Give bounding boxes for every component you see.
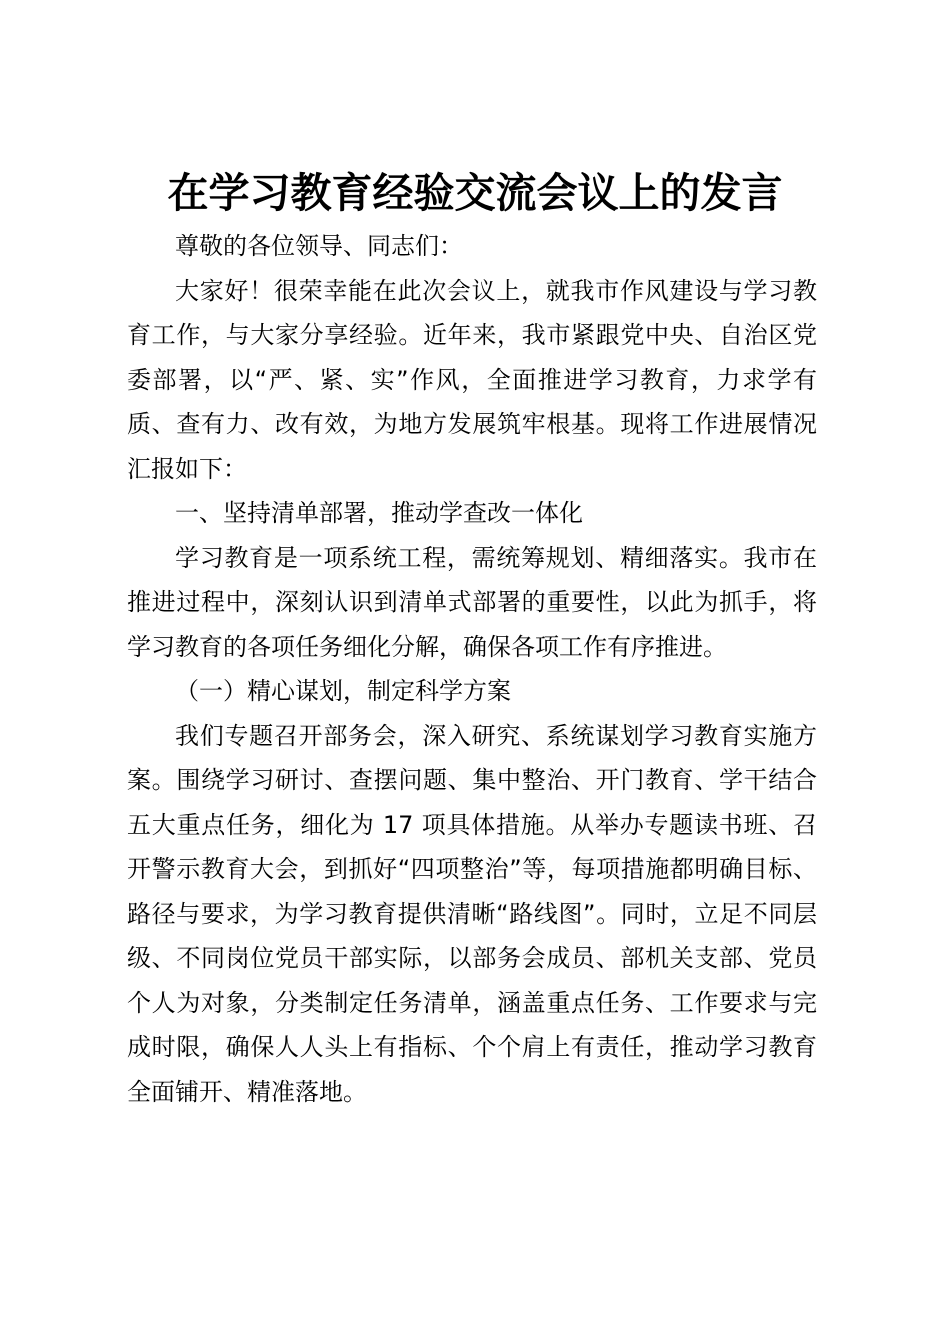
document-title: 在学习教育经验交流会议上的发言 xyxy=(167,169,783,217)
section-heading-1: 一、坚持清单部署，推动学查改一体化 xyxy=(175,499,583,527)
greeting: 尊敬的各位领导、同志们： xyxy=(175,232,463,260)
subsection-heading-1: （一）精心谋划，制定科学方案 xyxy=(175,677,511,705)
subsection-paragraph-1: 我们专题召开部务会，深入研究、系统谋划学习教育实施方案。围绕学习研讨、查摆问题、集中整治、开门教育、学干结合五大重点任务，细化为 17 项具体措施。从举办专题读书班、召开警示教育大会，到抓好“四项整治”等，每项措施都明确目标、路径与要求，为学习教育提供清晰“路线图”。同时，立足不同层级、不同岗位党员干部实际，以部务会成员、部机关支部、党员个人为对象，分类制定任务清单，涵盖重点任务、工作要求与完成时限，确保人人头上有指标、个个肩上有责任，推动学习教育全面铺开、精准落地。 xyxy=(127,721,817,1106)
document-body xyxy=(127,224,817,1114)
intro-paragraph: 大家好！很荣幸能在此次会议上，就我市作风建设与学习教育工作，与大家分享经验。近年来，我市紧跟党中央、自治区党委部署，以“严、紧、实”作风，全面推进学习教育，力求学有质、查有力、改有效，为地方发展筑牢根基。现将工作进展情况汇报如下： xyxy=(127,276,817,483)
section-paragraph-1: 学习教育是一项系统工程，需统筹规划、精细落实。我市在推进过程中，深刻认识到清单式部署的重要性，以此为抓手，将学习教育的各项任务细化分解，确保各项工作有序推进。 xyxy=(127,543,817,661)
